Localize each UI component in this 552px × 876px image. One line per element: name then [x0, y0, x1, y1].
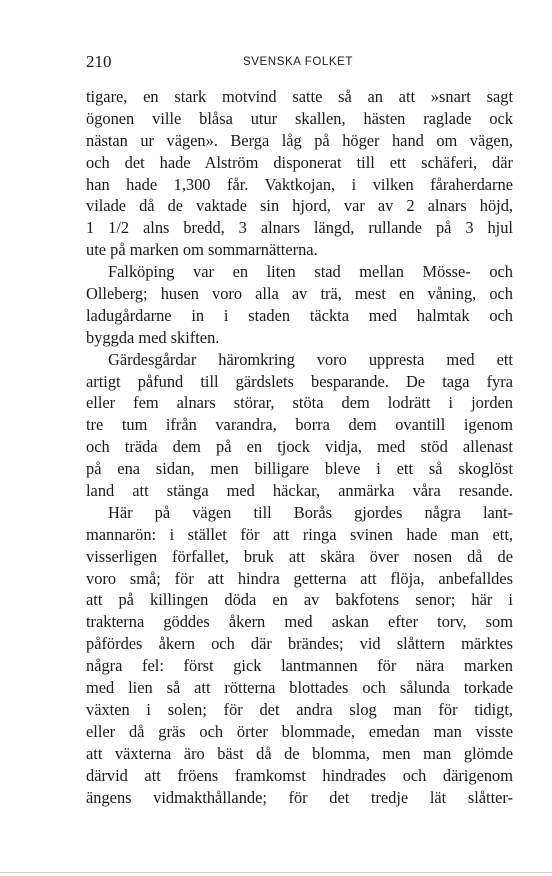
text-line: och träda dem på en tjock vidja, med stöd allenast	[86, 437, 513, 457]
text-line: påfördes åkern och där brändes; vid slåttern märktes	[86, 634, 513, 654]
text-line: Olleberg; husen voro alla av trä, mest en våning, och	[86, 284, 513, 304]
text-line: och det hade Alström disponerat till ett schäferi, där	[86, 152, 513, 172]
page-header	[86, 52, 513, 76]
text-line: tre tum ifrån varandra, borra dem ovantill igenom	[86, 415, 513, 435]
text-line: ute på marken om sommarnätterna.	[86, 240, 318, 260]
text-line: tigare, en stark motvind satte så an att »snart sagt	[86, 87, 513, 106]
text-line: eller fem alnars störar, stöta dem lodrätt i jorden	[86, 393, 513, 413]
text-line: eller då gräs och örter blommade, emedan man visste	[86, 721, 513, 741]
text-line: växten i solen; för det andra slog man för tidigt,	[86, 699, 513, 719]
text-line: Falköping var en liten stad mellan Mösse- och	[108, 262, 513, 282]
text-line: land att stänga med häckar, anmärka våra resande.	[86, 481, 513, 501]
text-line: visserligen förfallet, bruk att skära över nosen då de	[86, 546, 513, 566]
text-line: ladugårdarne in i staden täckta med halmtak och	[86, 305, 513, 325]
text-line: trakterna göddes åkern med askan efter torv, som	[86, 612, 513, 632]
text-line: vilade då de vaktade sin hjord, var av 2 alnars höjd,	[86, 196, 513, 216]
text-line: därvid att fröens framkomst hindrades och därigenom	[86, 765, 513, 785]
text-line: att på killingen döda en av bakfotens senor; här i	[86, 590, 513, 610]
text-line: byggda med skiften.	[86, 327, 220, 347]
text-line: att växterna äro bäst då de blomma, men man glömde	[86, 743, 513, 763]
text-line: med lien så att rötterna blottades och sålunda torkade	[86, 678, 513, 698]
body-text	[86, 86, 513, 808]
text-line: ängens vidmakthållande; för det tredje lät slåtter-	[86, 787, 513, 807]
text-line: Gärdesgårdar häromkring voro uppresta med ett	[108, 349, 513, 369]
page-edge-rule	[0, 872, 552, 873]
text-line: mannarön: i stället för att ringa svinen hade man ett,	[86, 524, 513, 544]
running-title: SVENSKA FOLKET	[243, 56, 354, 68]
text-line: artigt påfund till gärdslets besparande. De taga fyra	[86, 371, 513, 391]
text-line: 1 1/2 alns bredd, 3 alnars längd, rullande på 3 hjul	[86, 218, 513, 238]
text-line: Här på vägen till Borås gjordes några lant-	[108, 502, 513, 522]
text-line: voro små; för att hindra getterna att flöja, anbefalldes	[86, 568, 513, 588]
text-line: några fel: först gick lantmannen för nära marken	[86, 656, 513, 676]
text-line: ögonen ville blåsa utur skallen, hästen raglade ock	[86, 108, 513, 128]
page-number: 210	[86, 52, 112, 71]
text-line: nästan ur vägen». Berga låg på höger hand om vägen,	[86, 130, 513, 150]
text-line: på ena sidan, men billigare bleve i ett så skoglöst	[86, 459, 513, 479]
text-line: han hade 1,300 får. Vaktkojan, i vilken fåraherdarne	[86, 174, 513, 194]
